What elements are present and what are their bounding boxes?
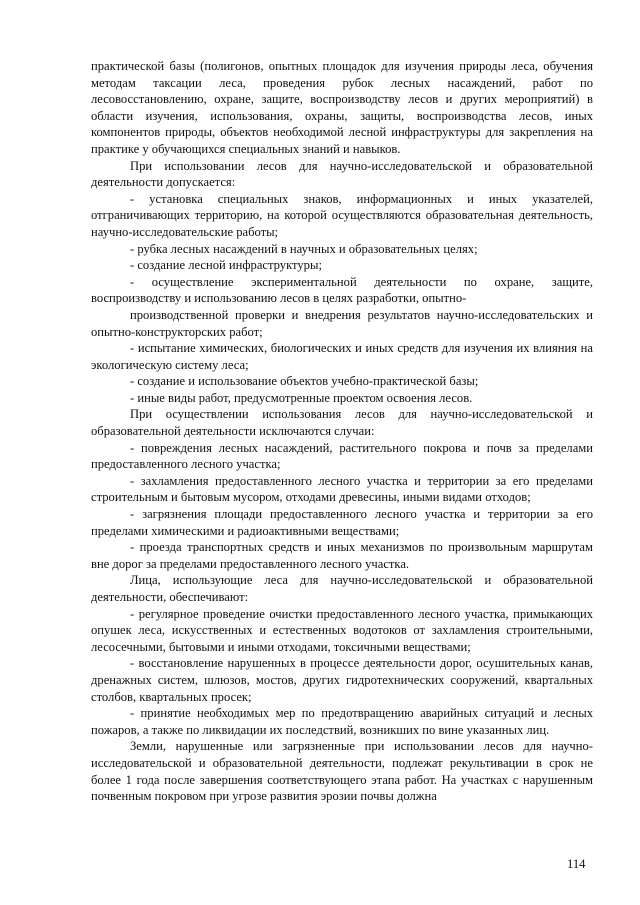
list-item: - рубка лесных насаждений в научных и образовательных целях; — [130, 241, 478, 256]
list-item: - восстановление нарушенных в процессе деятельности дорог, осушительных канав, дренажных систем, шлюзов, мостов, других гидротехнических сооружений, квартальных столбов, квартальных просек; — [91, 656, 593, 704]
paragraph: При использовании лесов для научно-исследовательской и образовательной деятельности допускается: — [91, 158, 593, 190]
paragraph: Лица, использующие леса для научно-исследовательской и образовательной деятельности, обеспечивают: — [91, 573, 593, 604]
list-item: - создание и использование объектов учебно-практической базы; — [130, 374, 479, 389]
list-item: - захламления предоставленного лесного участка и территории за его пределами строительным и бытовым мусором, отходами древесины, иными видами отходов; — [91, 473, 593, 505]
list-item: - принятие необходимых мер по предотвращению аварийных ситуаций и лесных пожаров, а также по ликвидации их последствий, возникших по вине указанных лиц. — [91, 706, 593, 737]
page-body — [91, 58, 593, 805]
list-item-continuation: производственной проверки и внедрения результатов научно-исследовательских и опытно-конструкторских работ; — [91, 307, 593, 339]
paragraph: При осуществлении использования лесов для научно-исследовательской и образовательной деятельности исключаются случаи: — [91, 407, 593, 439]
list-item: - осуществление экспериментальной деятельности по охране, защите, воспроизводству и использованию лесов в целях разработки, опытно- — [91, 274, 593, 306]
paragraph: Земли, нарушенные или загрязненные при использовании лесов для научно-исследовательской и образовательной деятельности, подлежат рекультивации в срок не более 1 года после завершения соответствующего этапа работ. На участках с нарушенным почвенным покровом при угрозе развития эрозии почвы должна — [91, 739, 593, 804]
list-item: - регулярное проведение очистки предоставленного лесного участка, примыкающих опушек леса, искусственных и естественных водотоков от захламления строительными, лесосечными, бытовыми и иными отходами, токсичными веществами; — [91, 606, 593, 654]
list-item: - испытание химических, биологических и иных средств для изучения их влияния на экологическую систему леса; — [91, 341, 593, 372]
list-item: - иные виды работ, предусмотренные проектом освоения лесов. — [130, 390, 473, 405]
list-item: - загрязнения площади предоставленного лесного участка и территории за его пределами химическими и радиоактивными веществами; — [91, 507, 593, 538]
list-item: - проезда транспортных средств и иных механизмов по произвольным маршрутам вне дорог за пределами предоставленного лесного участка. — [91, 540, 593, 571]
list-item: - повреждения лесных насаждений, растительного покрова и почв за пределами предоставленного лесного участка; — [91, 440, 593, 472]
paragraph: практической базы (полигонов, опытных площадок для изучения природы леса, обучения методам таксации леса, проведения рубок лесных насаждений, работ по лесовосстановлению, охране, защите, воспроизводству лесов и других мероприятий) в области изучения, использования, охраны, защиты, воспроизводства лесов, иных компонентов природы, объектов необходимой лесной инфраструктуры для закрепления на практике у обучающихся специальных знаний и навыков. — [91, 59, 593, 156]
page-number: 114 — [567, 857, 586, 871]
list-item: - создание лесной инфраструктуры; — [130, 258, 322, 273]
list-item: - установка специальных знаков, информационных и иных указателей, отграничивающих территорию, на которой осуществляются образовательная деятельность, научно-исследовательские работы; — [91, 191, 593, 239]
